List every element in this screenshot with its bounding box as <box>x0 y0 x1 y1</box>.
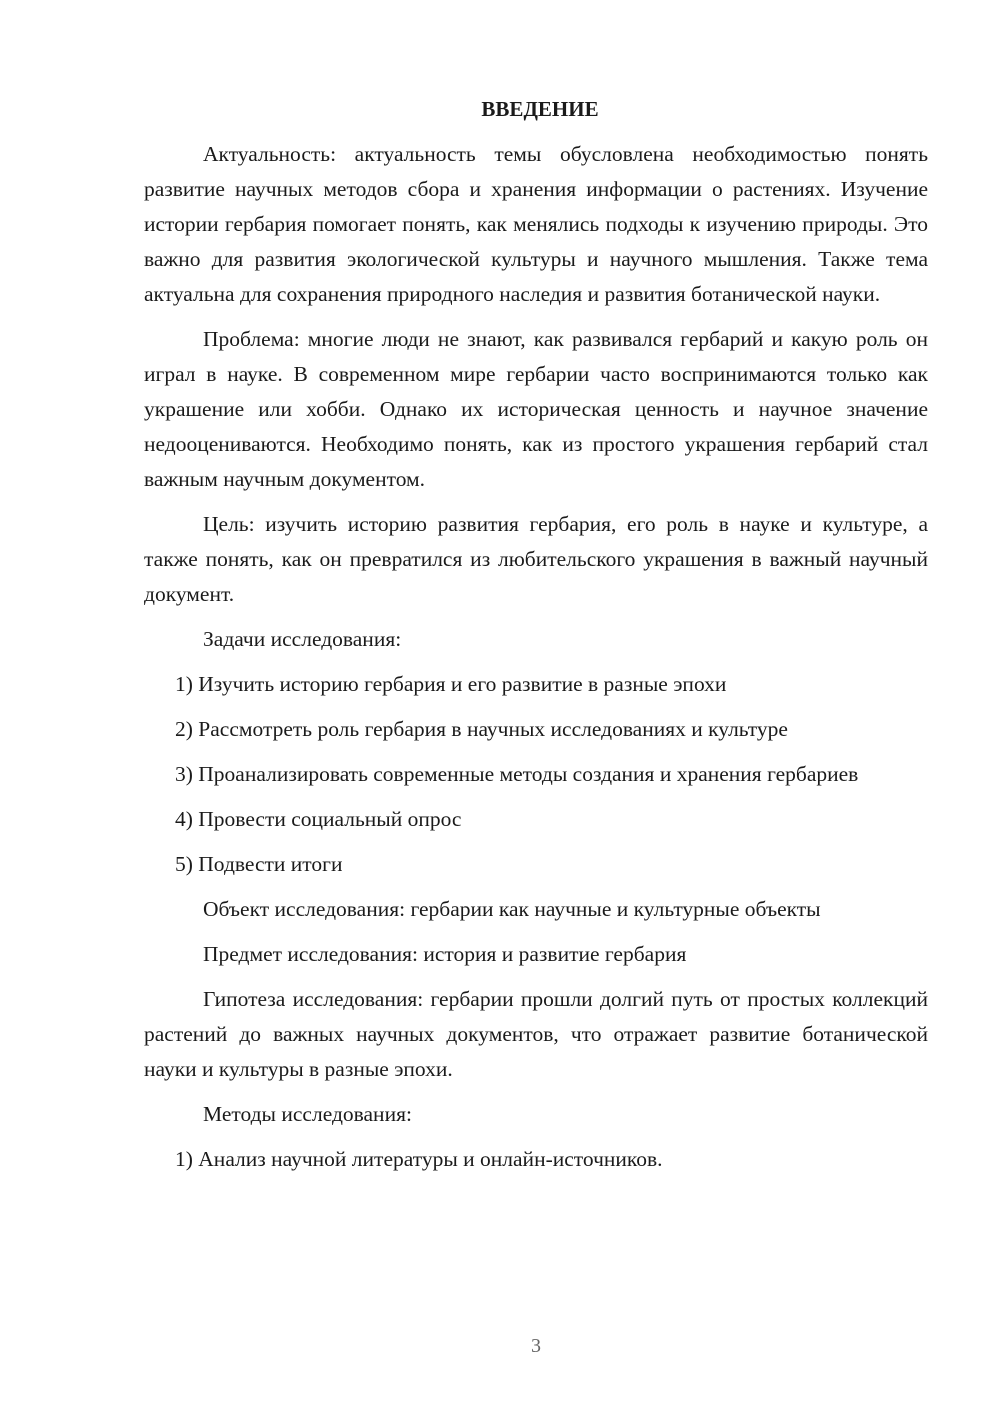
page-number: 3 <box>531 1335 541 1357</box>
goal-paragraph: Цель: изучить историю развития гербария, его роль в науке и культуре, а также понять, как он превратился из любительского украшения в важный научный документ. <box>144 512 928 606</box>
document-body <box>144 92 928 1187</box>
section-heading: ВВЕДЕНИЕ <box>481 97 599 121</box>
problem-paragraph: Проблема: многие люди не знают, как развивался гербарий и какую роль он играл в науке. В современном мире гербарии часто воспринимаются только как украшение или хобби. Однако их историческая ценность и научное значение недооцениваются. Необходимо понять, как из простого украшения гербарий стал важным научным документом. <box>144 327 928 491</box>
task-item-3: 3) Проанализировать современные методы создания и хранения гербариев <box>175 762 859 786</box>
method-item-1: 1) Анализ научной литературы и онлайн-источников. <box>175 1147 663 1171</box>
task-item-5: 5) Подвести итоги <box>175 852 343 876</box>
research-subject: Предмет исследования: история и развитие гербария <box>203 942 687 966</box>
task-item-2: 2) Рассмотреть роль гербария в научных исследованиях и культуре <box>175 717 788 741</box>
task-item-1: 1) Изучить историю гербария и его развитие в разные эпохи <box>175 672 727 696</box>
hypothesis-paragraph: Гипотеза исследования: гербарии прошли долгий путь от простых коллекций растений до важных научных документов, что отражает развитие ботанической науки и культуры в разные эпохи. <box>144 987 928 1081</box>
tasks-heading: Задачи исследования: <box>203 627 402 651</box>
research-object: Объект исследования: гербарии как научные и культурные объекты <box>203 897 821 921</box>
task-item-4: 4) Провести социальный опрос <box>175 807 462 831</box>
methods-heading: Методы исследования: <box>203 1102 412 1126</box>
relevance-paragraph: Актуальность: актуальность темы обусловлена необходимостью понять развитие научных методов сбора и хранения информации о растениях. Изучение истории гербария помогает понять, как менялись подходы к изучению природы. Это важно для развития экологической культуры и научного мышления. Также тема актуальна для сохранения природного наследия и развития ботанической науки. <box>144 142 928 306</box>
